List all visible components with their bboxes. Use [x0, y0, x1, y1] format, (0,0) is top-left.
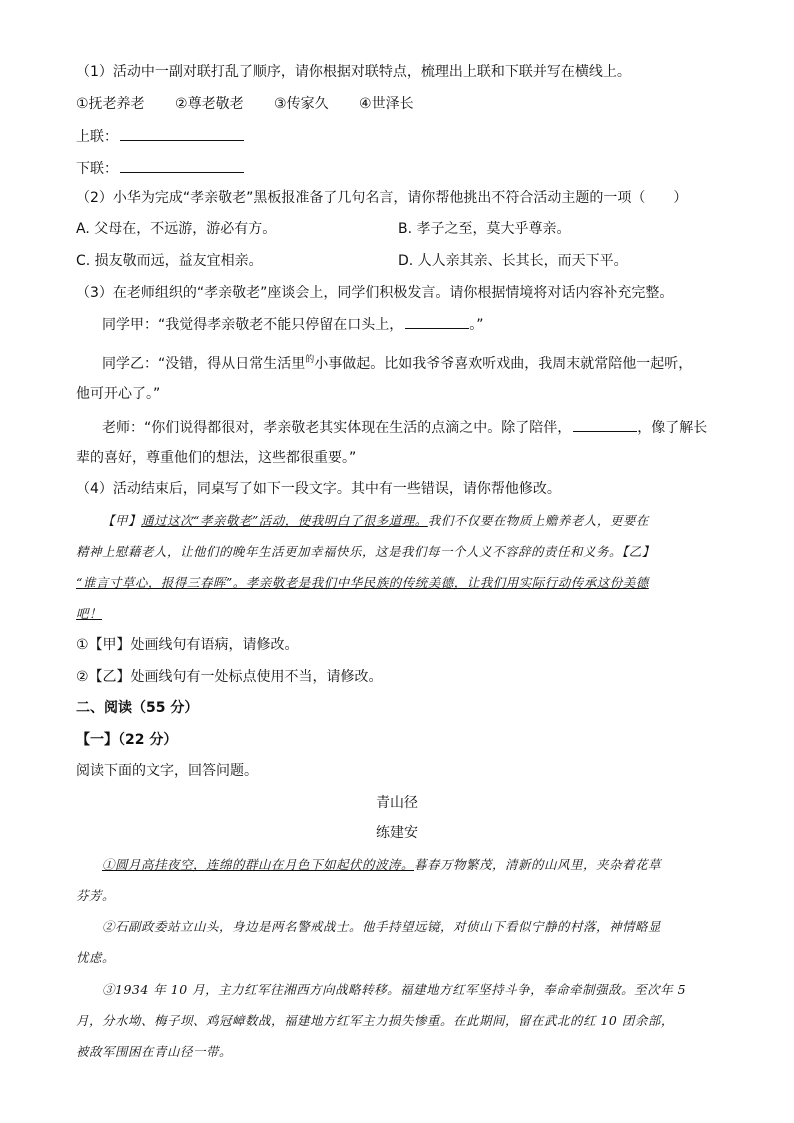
q2-option-a: A. 父母在，不远游，游必有方。: [76, 221, 277, 237]
q1-option-1: ①抚老养老: [76, 96, 145, 112]
article-para1-line1: [102, 855, 661, 875]
q3-teacher-line1: [102, 417, 707, 438]
q4-sub2: ②【乙】处画线句有一处标点使用不当，请修改。: [76, 669, 383, 685]
q1-option-2: ②尊老敬老: [175, 96, 244, 112]
q1-option-3: ③传家久: [274, 96, 329, 112]
q3-student-b-line2: 他可开心了。”: [76, 386, 161, 402]
q1-upper-blank[interactable]: [120, 126, 244, 141]
q4-jia-underlined: 通过这次“孝亲敬老”活动，使我明白了很多道理。: [141, 513, 428, 528]
q1-upper-label: 上联：: [76, 129, 118, 145]
q3-teacher-pre: 老师：“你们说得都很对，孝亲敬老其实体现在生活的点滴之中。除了陪伴，: [102, 420, 572, 436]
q3-student-a-blank[interactable]: [405, 314, 469, 329]
q4-passage-line1-rest: 我们不仅要在物质上赡养老人，更要在: [427, 513, 649, 528]
article-para3-line1: ③1934 年 10 月，主力红军往湘西方向战略转移。福建地方红军坚持斗争，奉命牵制强敌。至次年 5: [102, 982, 687, 997]
article-title: 青山径: [376, 795, 418, 811]
q3-student-b-line1: [102, 350, 692, 374]
q4-sub1: ①【甲】处画线句有语病，请修改。: [76, 637, 299, 653]
q4-tag-jia: 【甲】: [102, 513, 142, 528]
q1-lower-label: 下联：: [76, 161, 118, 177]
q4-passage-line1: [102, 511, 649, 531]
q3-student-b-pre: 同学乙：“没错，得从日常生活里: [102, 356, 306, 372]
q1-lower-line: [76, 158, 244, 179]
q4-passage-line2: 精神上慰藉老人，让他们的晚年生活更加幸福快乐，这是我们每一个人义不容辞的责任和义务。【乙】: [76, 544, 655, 559]
article-para3-line3: 被敌军围困在青山径一带。: [76, 1044, 233, 1059]
q4-yi-underlined-line1: “谁言寸草心，报得三春晖”。孝亲敬老是我们中华民族的传统美德，让我们用实际行动传承这份美德: [76, 575, 649, 590]
q3-student-a-pre: 同学甲：“我觉得孝亲敬老不能只停留在口头上，: [102, 317, 404, 333]
q3-student-a-post: 。”: [469, 317, 484, 333]
q3-teacher-post: ，像了解长: [637, 420, 708, 436]
q3-stem: （3）在老师组织的“孝亲敬老”座谈会上，同学们积极发言。请你根据情境将对话内容补充完整。: [76, 285, 674, 301]
q1-upper-line: [76, 126, 244, 147]
section2-title: 二、阅读（55 分）: [76, 700, 199, 716]
q4-yi-underlined-line2: 吧！: [76, 606, 103, 621]
article-para1-line2: 芬芳。: [76, 888, 116, 903]
q2-stem: （2）小华为完成“孝亲敬老”黑板报准备了几句名言，请你帮他挑出不符合活动主题的一项（ ）: [76, 190, 688, 206]
q3-student-a: [102, 314, 484, 335]
q2-option-b: B. 孝子之至，莫大乎尊亲。: [398, 221, 571, 237]
article-para1-rest: 暮春万物繁茂，清新的山风里，夹杂着花草: [414, 857, 662, 872]
q2-option-c: C. 损友敬而远，益友宜相亲。: [76, 253, 263, 269]
q4-stem: （4）活动结束后，同桌写了如下一段文字。其中有一些错误，请你帮他修改。: [76, 481, 561, 497]
q1-stem: （1）活动中一副对联打乱了顺序，请你根据对联特点，梳理出上联和下联并写在横线上。: [76, 64, 631, 80]
section2-part1: 【一】（22 分）: [76, 732, 178, 748]
q1-lower-blank[interactable]: [120, 158, 244, 173]
article-para3-line2: 月，分水坳、梅子坝、鸡冠嶂数战，福建地方红军主力损失惨重。在此期间，留在武北的红 10 团余部，: [76, 1013, 674, 1028]
q3-teacher-line2: 辈的喜好，尊重他们的想法，这些都很重要。”: [76, 450, 357, 466]
article-para1-underlined: ①圆月高挂夜空，连绵的群山在月色下如起伏的波涛。: [102, 857, 415, 872]
article-author: 练建安: [376, 825, 418, 841]
article-para2-line1: ②石副政委站立山头，身边是两名警戒战士。他手持望远镜，对侦山下看似宁静的村落，神情略显: [102, 919, 662, 934]
q3-student-b-superscript: 的: [305, 355, 315, 365]
q3-teacher-blank[interactable]: [573, 417, 637, 432]
section2-instruction: 阅读下面的文字，回答问题。: [76, 763, 258, 779]
q3-student-b-post: 小事做起。比如我爷爷喜欢听戏曲，我周末就常陪他一起听，: [314, 356, 693, 372]
q1-options: [76, 94, 440, 114]
q2-option-d: D. 人人亲其亲、长其长，而天下平。: [398, 253, 628, 269]
article-para2-line2: 忧虑。: [76, 950, 116, 965]
q1-option-4: ④世泽长: [359, 96, 414, 112]
